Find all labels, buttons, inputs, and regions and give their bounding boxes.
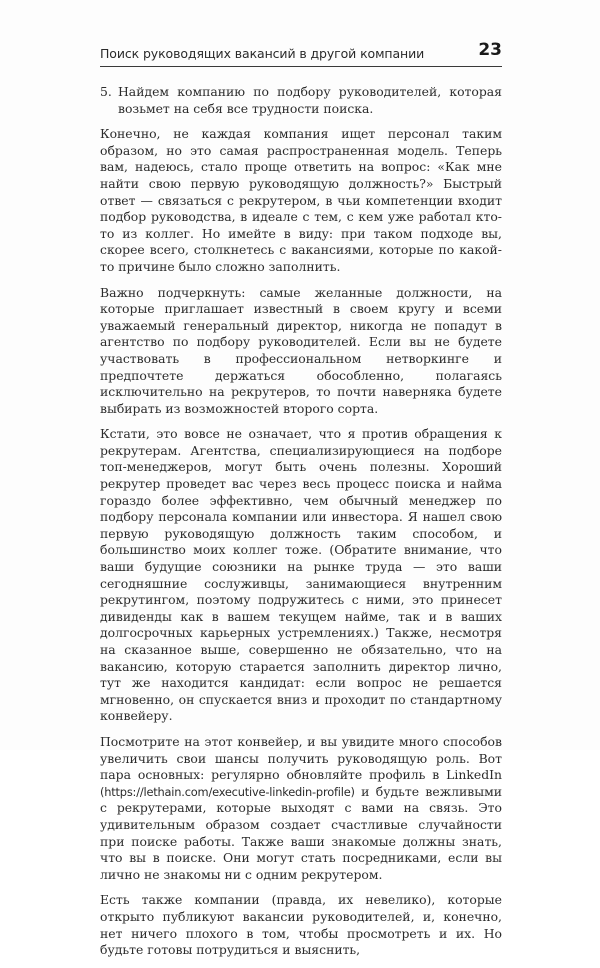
paragraph: Кстати, это вовсе не означает, что я против обращения к рекрутерам. Агентства, специализирующиеся на подборе топ-менеджеров, могут быть очень полезны. Хороший рекрутер проведет вас через весь процесс поиска и найма гораздо более эффективно, чем обычный менеджер по подбору персонала компании или инвестора. Я нашел свою первую руководящую должность таким способом, и большинство моих коллег тоже. (Обратите внимание, что ваши будущие союзники на рынке труда — это ваши сегодняшние сослуживцы, занимающиеся внутренним рекрутингом, поэтому подружитесь с ними, это принесет дивиденды как в вашем текущем найме, так и в ваших долгосрочных карьерных устремлениях.) Также, несмотря на сказанное выше, совершенно не обязательно, что на вакансию, которую старается заполнить директор лично, тут же находится кандидат: если вопрос не решается мгновенно, он спускается вниз и проходит по стандартному конвейеру. [100,426,502,724]
paragraph: Важно подчеркнуть: самые желанные должности, на которые приглашает известный в своем кругу и всеми уважаемый генеральный директор, никогда не попадут в агентство по подбору руководителей. Если вы не будете участвовать в профессиональном нетворкинге и предпочтете держаться обособленно, полагаясь исключительно на рекрутеров, то почти наверняка будете выбирать из возможностей второго сорта. [100,284,502,416]
running-header [100,40,502,67]
paragraph: Есть также компании (правда, их невелико), которые открыто публикуют вакансии руководителей, и, конечно, нет ничего плохого в том, чтобы просмотреть и их. Но будьте готовы потрудиться и выяснить, [100,892,502,958]
paragraph-text-after-link: и будьте вежливыми с рекрутерами, которые выходят с вами на связь. Это удивительным образом создает счастливые случайности при поиске работы. Также ваши знакомые должны знать, что вы в поиске. Они могут стать посредниками, если вы лично не знакомы ни с одним рекрутером. [100,783,502,882]
numbered-list-item [100,84,502,117]
body-text [100,84,502,968]
list-item-number: 5. [100,84,112,99]
paragraph-text-before-link: Посмотрите на этот конвейер, и вы увидите много способов увеличить свои шансы получить руководящую роль. Вот пара основных: регулярно обновляйте профиль в LinkedIn [100,733,502,783]
running-title: Поиск руководящих вакансий в другой компании [100,46,425,61]
linkedin-profile-url: (https://lethain.com/executive-linkedin-profile) [100,784,355,799]
list-item-text: Найдем компанию по подбору руководителей, которая возьмет на себя все трудности поиска. [118,84,502,116]
page-number: 23 [478,40,502,60]
paragraph-with-link [100,734,502,883]
paragraph: Конечно, не каждая компания ищет персонал таким образом, но это самая распространенная модель. Теперь вам, надеюсь, стало проще ответить на вопрос: «Как мне найти свою первую руководящую должность?» Быстрый ответ — связаться с рекрутером, в чьи компетенции входит подбор руководства, в идеале с тем, с кем уже работал кто-то из коллег. Но имейте в виду: при таком подходе вы, скорее всего, столкнетесь с вакансиями, которые по какой-то причине было сложно заполнить. [100,126,502,274]
